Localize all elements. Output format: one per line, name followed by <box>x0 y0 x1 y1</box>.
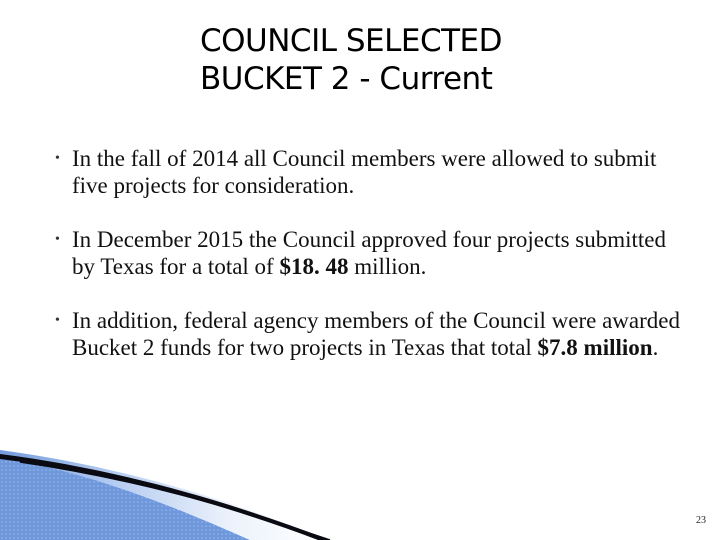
bullet-text: In the fall of 2014 all Council members were allowed to submit five projects for consideration. <box>72 146 657 198</box>
bullet-text: In addition, federal agency members of the Council were awarded Bucket 2 funds for two projects in Texas that total <box>72 308 680 360</box>
title-line-1: COUNCIL SELECTED <box>200 23 502 59</box>
title-line-2: BUCKET 2 - Current <box>200 61 493 97</box>
bullet-item-1 <box>50 145 690 199</box>
decorative-wave <box>0 440 720 540</box>
bullet-amount: $7.8 million <box>537 335 653 360</box>
bullet-item-3 <box>50 307 690 361</box>
bullet-marker: • <box>55 232 60 247</box>
page-number: 23 <box>696 515 706 526</box>
bullet-list <box>50 145 690 388</box>
bullet-marker: • <box>55 151 60 166</box>
bullet-amount: $18. 48 <box>279 254 349 279</box>
bullet-marker: • <box>55 313 60 328</box>
bullet-item-2 <box>50 226 690 280</box>
slide-title <box>200 22 620 98</box>
bullet-tail: . <box>652 335 659 360</box>
bullet-tail: million. <box>348 254 427 279</box>
bullet-text: In December 2015 the Council approved four projects submitted by Texas for a total of <box>72 227 667 279</box>
